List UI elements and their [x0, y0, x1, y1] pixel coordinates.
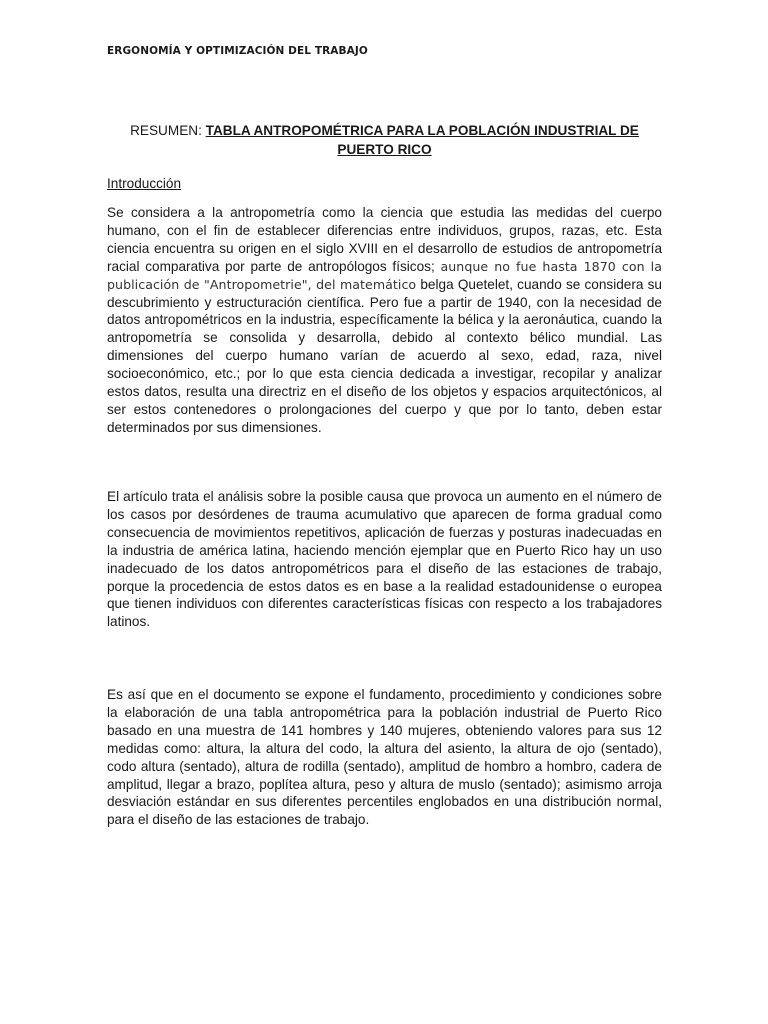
title-main: TABLA ANTROPOMÉTRICA PARA LA POBLACIÓN INDUSTRIAL DE PUERTO RICO [205, 123, 639, 157]
running-header: ERGONOMÍA Y OPTIMIZACIÓN DEL TRABAJO [107, 45, 368, 57]
paragraph-introduccion [107, 204, 662, 437]
paragraph-introduccion-part-2: aunque no fue hasta 1870 con la publicación de "Antropometrie", del matemático [107, 258, 663, 292]
section-heading-introduccion: Introducción [107, 176, 182, 191]
document-title [107, 121, 662, 159]
paragraph-documento: Es así que en el documento se expone el fundamento, procedimiento y condiciones sobre la elaboración de una tabla antropométrica para la población industrial de Puerto Rico basado en una muestra de 141 hombres y 140 mujeres, obteniendo valores para sus 12 medidas como: altura, la altura del codo, la altura del asiento, la altura de ojo (sentado), codo altura (sentado), altura de rodilla (sentado), amplitud de hombro a hombro, cadera de amplitud, llegar a brazo, poplítea altura, peso y altura de muslo (sentado); asimismo arroja desviación estándar en sus diferentes percentiles englobados en una distribución normal, para el diseño de las estaciones de trabajo. [107, 687, 662, 828]
title-prefix: RESUMEN: [130, 123, 202, 138]
paragraph-articulo: El artículo trata el análisis sobre la posible causa que provoca un aumento en el número de los casos por desórdenes de trauma acumulativo que aparecen de forma gradual como consecuencia de movimientos repetitivos, aplicación de fuerzas y posturas inadecuadas en la industria de américa latina, haciendo mención ejemplar que en Puerto Rico hay un uso inadecuado de los datos antropométricos para el diseño de las estaciones de trabajo, porque la procedencia de estos datos es en base a la realidad estadounidense o europea que tienen individuos con diferentes características físicas con respecto a los trabajadores latinos. [107, 489, 662, 630]
paragraph-introduccion-part-3: belga Quetelet, cuando se considera su descubrimiento y estructuración científica. Pero fue a partir de 1940, con la necesidad de datos antropométricos en la industria, específicamente la bélica y la aeronáutica, cuando la antropometría se consolida y desarrolla, debido al contexto bélico mundial. Las dimensiones del cuerpo humano varían de acuerdo al sexo, edad, raza, nivel socioeconómico, etc.; por lo que esta ciencia dedicada a investigar, recopilar y analizar estos datos, resulta una directriz en el diseño de los objetos y espacios arquitectónicos, al ser estos contenedores o prolongaciones del cuerpo y que por lo tanto, deben estar determinados por sus dimensiones. [107, 276, 662, 435]
paragraph-introduccion-part-1: Se considera a la antropometría como la ciencia que estudia las medidas del cuerpo humano, con el fin de establecer diferencias entre individuos, grupos, razas, etc. Esta ciencia encuentra su origen en el siglo XVIII en el desarrollo de estudios de antropometría racial comparativa por parte de antropólogos físicos; [107, 205, 662, 274]
